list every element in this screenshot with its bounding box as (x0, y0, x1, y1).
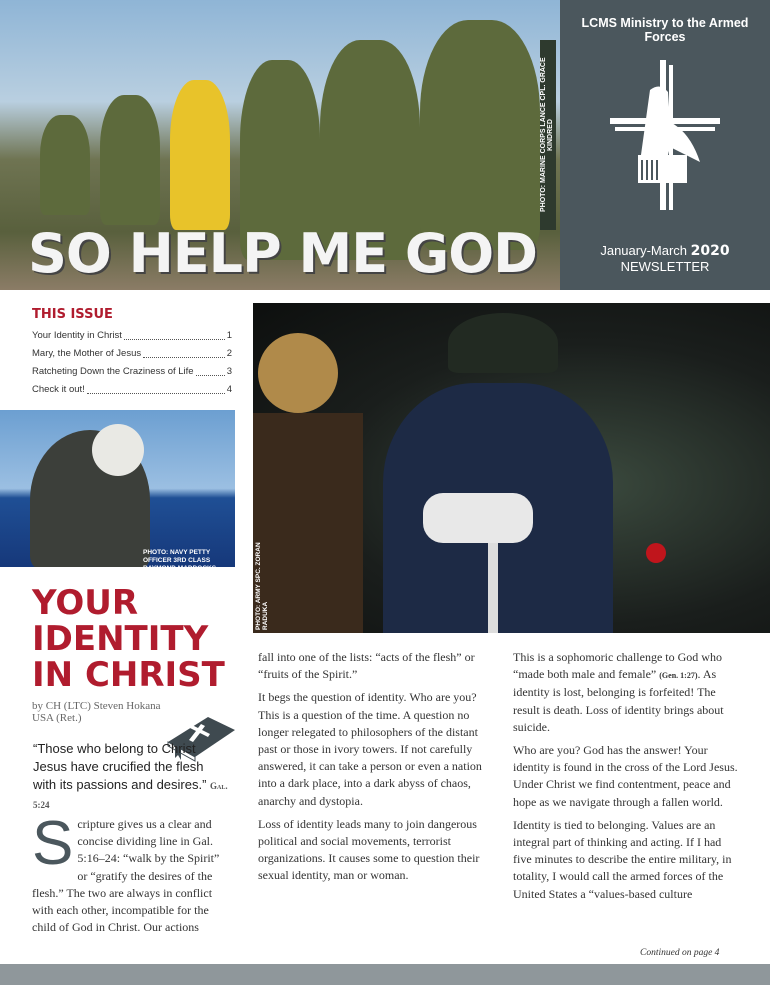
quote-reference: Gal. 5:24 (33, 781, 228, 810)
article-column-2: fall into one of the lists: “acts of the flesh” or “fruits of the Spirit.” It begs the question of identity. Who are you? This is a question of the time. A question no longer relegated to philosophers of the distant past or those in ivory towers. If not carefully answered, it can take a person or even a nation into a dark place, into a dark abyss of chaos, anarchy and dystopia. Loss of identity leads many to join dangerous political and social movements, terrorist organizations. It causes some to question their sexual identity, man or woman. (258, 650, 482, 883)
photo-credit: PHOTO: MARINE CORPS LANCE CPL. GRACE KINDRED (540, 40, 556, 230)
masthead-panel (560, 0, 770, 290)
article-headline: YOUR IDENTITY IN CHRIST (32, 583, 225, 695)
article-column-3: This is a sophomoric challenge to God who “made both male and female” (Gen. 1:27). As identity is lost, belonging is forfeited! The result is death. Loss of identity brings about suicide. Who are you? God has the answer! Your identity is found in the cross of the Lord Jesus. Under Christ we find contentment, peace and hope as we navigate through a fallen world. Identity is tied to belonging. Values are an integral part of thinking and acting. If I had five minutes to describe the entire military, in totality, I would call the armed forces of the United States a “values-based culture (513, 650, 738, 901)
drop-cap: S (32, 809, 74, 878)
article-column-1: S cripture gives us a clear and concise dividing line in Gal. 5:16–24: “walk by the Spirit” or “gratify the desires of the flesh.” The two are always in conflict with each other, incompatible for the child of God in Christ. Our actions (32, 809, 220, 935)
toc-item[interactable]: Check it out! 4 (32, 381, 232, 399)
footer-bar (0, 964, 770, 985)
scripture-quote: “Those who belong to Christ Jesus have crucified the flesh with its passions and desires.” Gal. 5:24 (33, 741, 228, 810)
toc-heading: THIS ISSUE (32, 307, 113, 322)
organization-name: LCMS Ministry to the Armed Forces (581, 16, 749, 44)
eagle-cross-logo-icon (610, 60, 720, 220)
navy-pilot-photo (0, 410, 235, 567)
table-of-contents (32, 307, 232, 399)
toc-item[interactable]: Mary, the Mother of Jesus 2 (32, 345, 232, 363)
issue-date: January-March 2020 NEWSLETTER (600, 243, 730, 274)
photo-credit: PHOTO: ARMY SPC. ZORAN RADUKA (255, 542, 269, 630)
toc-item[interactable]: Your Identity in Christ 1 (32, 327, 232, 345)
photo-credit: PHOTO: NAVY PETTY OFFICER 3RD CLASS RAYMOND MADDOCKS (143, 549, 217, 572)
newsletter-title: SO HELP ME GOD (28, 222, 537, 285)
soldier-candle-photo (253, 303, 770, 633)
toc-item[interactable]: Ratcheting Down the Craziness of Life 3 (32, 363, 232, 381)
byline: by CH (LTC) Steven Hokana USA (Ret.) (32, 700, 161, 724)
continued-link[interactable]: Continued on page 4 (640, 948, 720, 958)
